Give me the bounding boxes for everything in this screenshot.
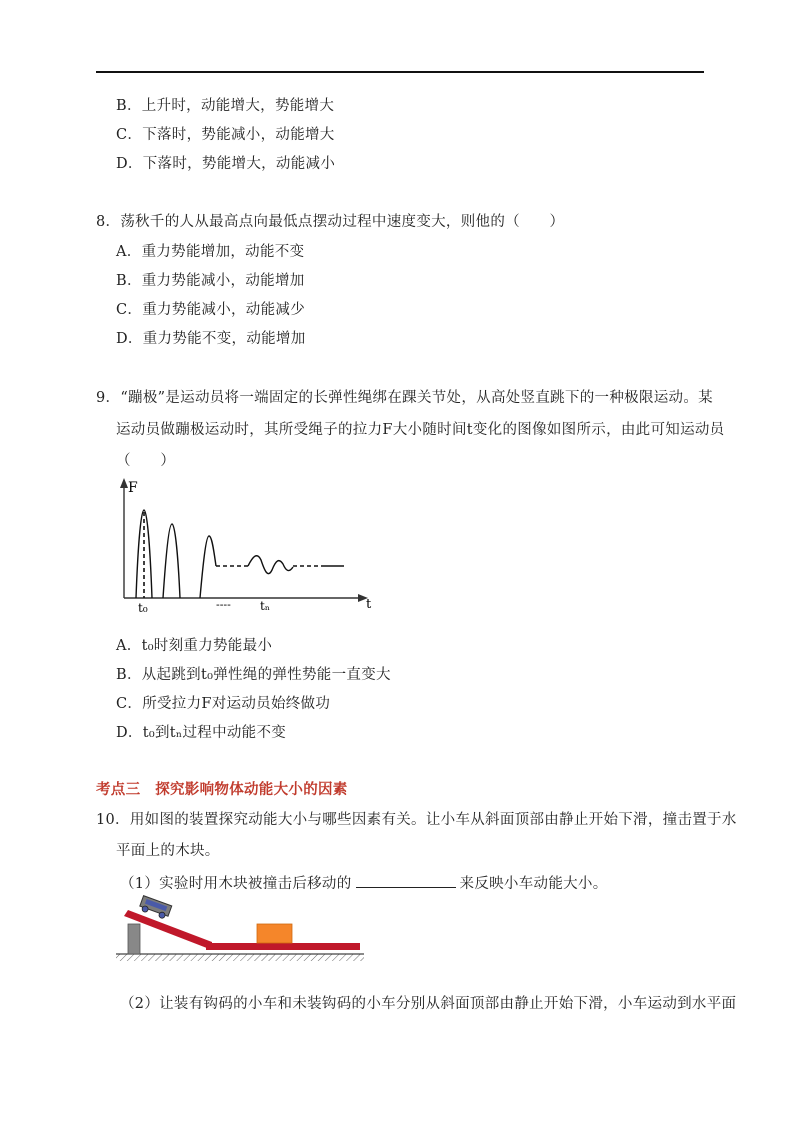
- x-axis-label: t: [366, 597, 372, 612]
- q10-stem-line2: 平面上的木块。: [116, 843, 220, 859]
- y-axis-arrow: [120, 478, 128, 488]
- q9-stem-line3: （ ）: [116, 453, 176, 469]
- q7-option-d: D．下落时，势能增大，动能减小: [116, 156, 336, 172]
- q9-stem-line1: 9．“蹦极”是运动员将一端固定的长弹性绳绑在踝关节处，从高处竖直跳下的一种极限运动。某: [96, 390, 713, 406]
- q10-part2: （2）让装有钩码的小车和未装钩码的小车分别从斜面顶部由静止开始下滑，小车运动到水平面: [120, 996, 737, 1012]
- ramp-apparatus: [116, 894, 366, 970]
- q9-option-c: C．所受拉力F对运动员始终做功: [116, 696, 331, 712]
- q8-stem: 8．荡秋千的人从最高点向最低点摆动过程中速度变大，则他的（ ）: [96, 214, 565, 230]
- wood-block: [257, 924, 292, 943]
- force-curve: [136, 510, 293, 598]
- q7-option-c: C．下落时，势能减小，动能增大: [116, 127, 335, 143]
- q8-option-c: C．重力势能减小，动能减少: [116, 302, 305, 318]
- q10-part1-after: 来反映小车动能大小。: [459, 876, 608, 892]
- tn-label: tₙ: [260, 599, 271, 613]
- force-time-graph: [108, 474, 378, 620]
- horizontal-track: [206, 943, 360, 950]
- ground-hatch: [116, 954, 364, 961]
- q7-option-b: B．上升时，动能增大，势能增大: [116, 98, 335, 114]
- x-dashes-label: ----: [216, 598, 231, 611]
- q8-option-d: D．重力势能不变，动能增加: [116, 331, 306, 347]
- q8-option-b: B．重力势能减小，动能增加: [116, 273, 305, 289]
- q8-option-a: A．重力势能增加，动能不变: [116, 244, 305, 260]
- section-heading: 考点三 探究影响物体动能大小的因素: [96, 781, 348, 798]
- support-post: [128, 924, 140, 954]
- q10-answer-blank[interactable]: [356, 872, 456, 888]
- t0-label: t₀: [138, 601, 148, 615]
- y-axis-label: F: [128, 480, 138, 496]
- q9-stem-line2: 运动员做蹦极运动时，其所受绳子的拉力F大小随时间t变化的图像如图所示，由此可知运动员: [116, 422, 725, 438]
- q10-part1: [120, 872, 608, 894]
- q9-option-d: D．t₀到tₙ过程中动能不变: [116, 725, 287, 741]
- q10-stem-line1: 10．用如图的装置探究动能大小与哪些因素有关。让小车从斜面顶部由静止开始下滑，撞击置于水: [96, 812, 737, 828]
- q10-part1-before: （1）实验时用木块被撞击后移动的: [120, 876, 352, 892]
- q9-option-b: B．从起跳到t₀弹性绳的弹性势能一直变大: [116, 667, 391, 683]
- header-rule: [96, 71, 704, 73]
- q9-option-a: A．t₀时刻重力势能最小: [116, 638, 273, 654]
